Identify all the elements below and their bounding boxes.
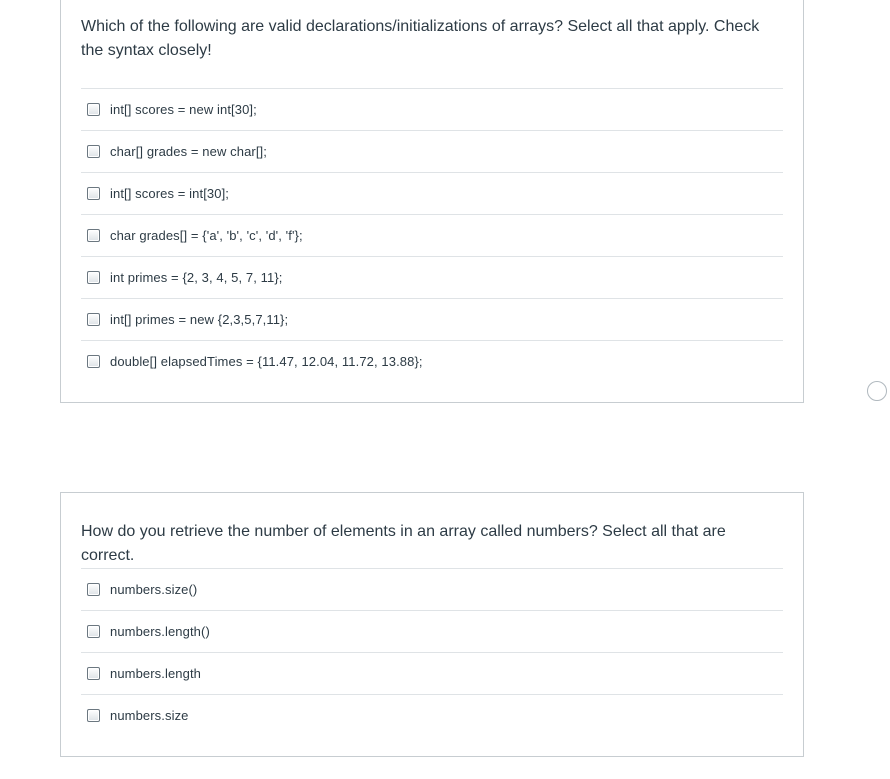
checkbox[interactable] (87, 667, 100, 680)
answer-label: double[] elapsedTimes = {11.47, 12.04, 11.72, 13.88}; (110, 354, 423, 369)
answer-label: int[] scores = new int[30]; (110, 102, 257, 117)
answer-label: numbers.size (110, 708, 189, 723)
question-1 (60, 0, 804, 403)
question-flag-circle-icon[interactable] (867, 381, 887, 401)
checkbox[interactable] (87, 187, 100, 200)
answer-label: numbers.length (110, 666, 202, 681)
question-2-answers (81, 568, 783, 736)
answer-option[interactable] (81, 214, 783, 256)
answer-option[interactable] (81, 298, 783, 340)
answer-label: char grades[] = {'a', 'b', 'c', 'd', 'f'}; (110, 228, 303, 243)
question-2-text: How do you retrieve the number of elements in an array called numbers? Select all that are correct. (81, 523, 726, 564)
question-2 (60, 492, 804, 757)
checkbox[interactable] (87, 103, 100, 116)
checkbox[interactable] (87, 709, 100, 722)
checkbox[interactable] (87, 313, 100, 326)
answer-option[interactable] (81, 256, 783, 298)
answer-option[interactable] (81, 172, 783, 214)
answer-label: int primes = {2, 3, 4, 5, 7, 11}; (110, 270, 283, 285)
question-1-answers (81, 88, 783, 382)
answer-label: numbers.size() (110, 582, 198, 597)
answer-label: int[] primes = new {2,3,5,7,11}; (110, 312, 289, 327)
answer-option[interactable] (81, 340, 783, 382)
question-1-text: Which of the following are valid declarations/initializations of arrays? Select all that apply. Check the syntax closely! (81, 18, 760, 59)
checkbox[interactable] (87, 583, 100, 596)
answer-option[interactable] (81, 568, 783, 610)
checkbox[interactable] (87, 145, 100, 158)
checkbox[interactable] (87, 355, 100, 368)
answer-option[interactable] (81, 88, 783, 130)
checkbox[interactable] (87, 625, 100, 638)
answer-label: int[] scores = int[30]; (110, 186, 229, 201)
answer-label: numbers.length() (110, 624, 210, 639)
checkbox[interactable] (87, 229, 100, 242)
checkbox[interactable] (87, 271, 100, 284)
answer-label: char[] grades = new char[]; (110, 144, 267, 159)
answer-option[interactable] (81, 130, 783, 172)
answer-option[interactable] (81, 610, 783, 652)
answer-option[interactable] (81, 694, 783, 736)
answer-option[interactable] (81, 652, 783, 694)
